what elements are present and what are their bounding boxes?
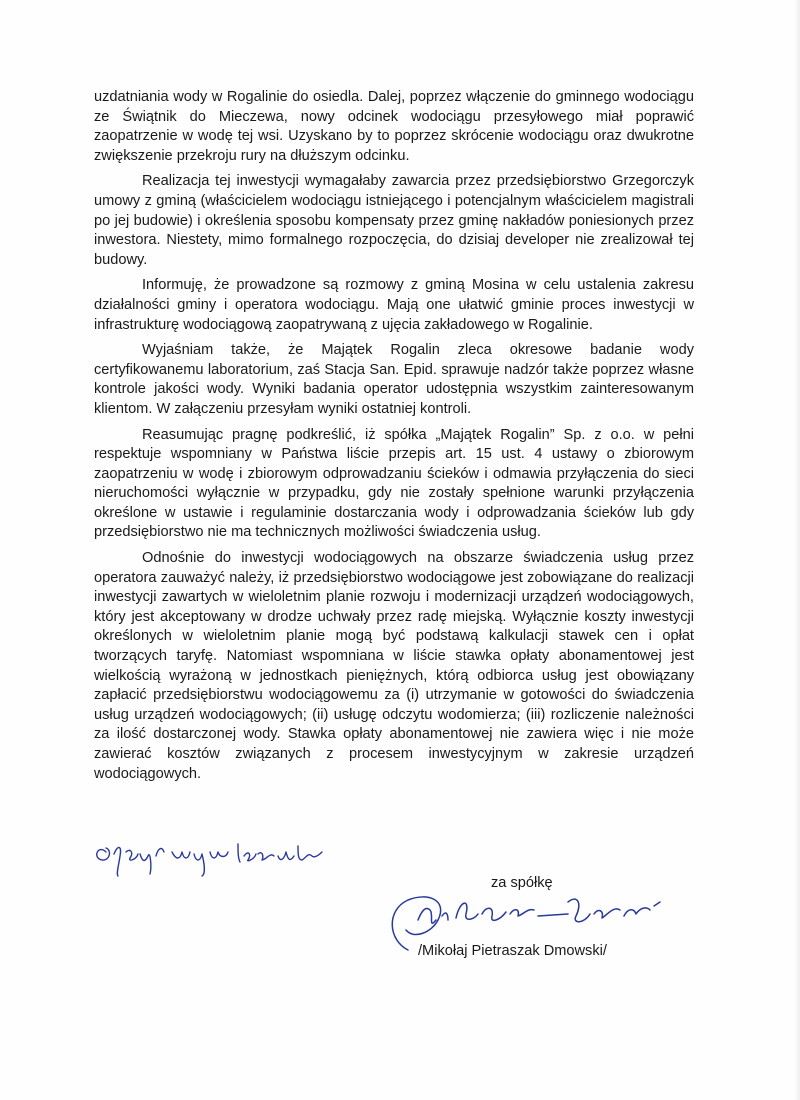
paragraph-4: Wyjaśniam także, że Majątek Rogalin zleca okresowe badanie wody certyfikowanemu laboratorium, zaś Stacja San. Epid. sprawuje nadzór także poprzez własne kontrole jakości wody. Wyniki badania operator udostępnia wszystkim zainteresowanym klientom. W załączeniu przesyłam wyniki ostatniej kontroli. xyxy=(94,342,694,417)
page-edge-shadow xyxy=(794,0,800,1100)
letter-body xyxy=(94,88,694,790)
signature-label: za spółkę xyxy=(491,875,553,891)
signatory-name: /Mikołaj Pietraszak Dmowski/ xyxy=(418,943,607,959)
paragraph-6: Odnośnie do inwestycji wodociągowych na obszarze świadczenia usług przez operatora zauważyć należy, iż przedsiębiorstwo wodociągowe jest zobowiązane do realizacji inwestycji zawartych w wieloletnim planie rozwoju i modernizacji urządzeń wodociągowych, który jest akceptowany w drodze uchwały przez radę miejską. Wyłącznie koszty inwestycji określonych w wieloletnim planie mogą być podstawą kalkulacji stawek cen i opłat tworzących taryfę. Natomiast wspomniana w liście stawka opłaty abonamentowej jest wielkością wyrażoną w jednostkach pieniężnych, którą odbiorca usług jest obowiązany zapłacić przedsiębiorstwu wodociągowemu za (i) utrzymanie w gotowości do świadczenia usług urządzeń wodociągowych; (ii) usługę odczytu wodomierza; (iii) rozliczenie należności za ilość dostarczonej wody. Stawka opłaty abonamentowej nie zawiera więc i nie może zawierać kosztów związanych z procesem inwestycyjnym w zakresie urządzeń wodociągowych. xyxy=(94,550,694,782)
signature-block xyxy=(0,872,800,972)
paragraph-2: Realizacja tej inwestycji wymagałaby zawarcia przez przedsiębiorstwo Grzegorczyk umowy z gminą (właścicielem wodociągu istniejącego i potencjalnym właścicielem magistrali po jej budowie) i określenia sposobu kompensaty przez gminę nakładów poniesionych przez inwestora. Niestety, mimo formalnego rozpoczęcia, do dzisiaj developer nie zrealizował tej budowy. xyxy=(94,173,694,268)
paragraph-3: Informuję, że prowadzone są rozmowy z gminą Mosina w celu ustalenia zakresu działalności gminy i operatora wodociągu. Mają one ułatwić gminie proces inwestycji w infrastrukturę wodociągową zaopatrywaną z ujęcia zakładowego w Rogalinie. xyxy=(94,277,694,333)
paragraph-5: Reasumując pragnę podkreślić, iż spółka „Majątek Rogalin” Sp. z o.o. w pełni respektuje wspomniany w Państwa liście przepis art. 15 ust. 4 ustawy o zbiorowym zaopatrzeniu w wodę i zbiorowym odprowadzaniu ścieków i odmawia przyłączenia do sieci nieruchomości wyłącznie w przypadku, gdy nie zostały spełnione warunki przyłączenia określone w ustawie i regulaminie dostarczania wody i odprowadzania ścieków lub gdy przedsiębiorstwo nie ma technicznych możliwości świadczenia usług. xyxy=(94,426,694,541)
paragraph-1: uzdatniania wody w Rogalinie do osiedla. Dalej, poprzez włączenie do gminnego wodociągu ze Świątnik do Mieczewa, nowy odcinek wodociągu przesyłowego miał poprawić zaopatrzenie w wodę tej wsi. Uzyskano by to poprzez skrócenie wodociągu oraz dwukrotne zwiększenie przekroju rury na dłuższym odcinku. xyxy=(94,89,694,164)
